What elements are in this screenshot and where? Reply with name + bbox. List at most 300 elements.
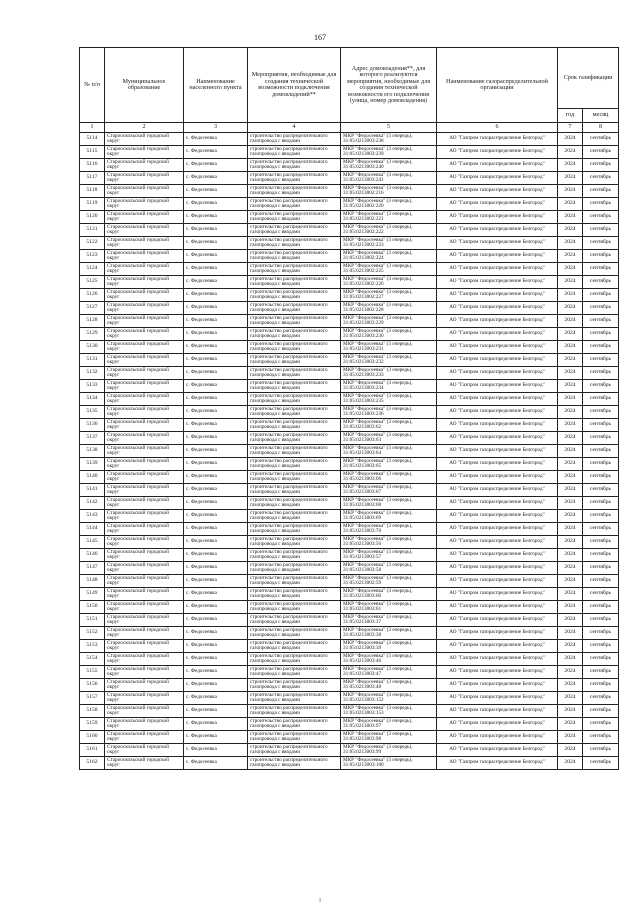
year-cell: 2024 bbox=[558, 718, 583, 731]
address-cell: МКР "Федосеевка" (3 очередь), 31:05:0213003:61 bbox=[341, 601, 437, 614]
settlement-cell: с. Федосеевка bbox=[184, 211, 248, 224]
settlement-cell: с. Федосеевка bbox=[184, 146, 248, 159]
table-row bbox=[80, 757, 619, 770]
table-row bbox=[80, 328, 619, 341]
header-settlement: Наименование населенного пункта bbox=[184, 48, 248, 123]
month-cell: сентябрь bbox=[583, 445, 619, 458]
table-row bbox=[80, 523, 619, 536]
address-cell: МКР "Федосеевка" (3 очередь), 31:05:0213003:66 bbox=[341, 471, 437, 484]
settlement-cell: с. Федосеевка bbox=[184, 484, 248, 497]
measure-cell: строительство распределительного газопровода с вводами bbox=[248, 510, 341, 523]
measure-cell: строительство распределительного газопровода с вводами bbox=[248, 744, 341, 757]
address-cell: МКР "Федосеевка" (3 очередь), 31:05:0213003:235 bbox=[341, 393, 437, 406]
settlement-cell: с. Федосеевка bbox=[184, 471, 248, 484]
measure-cell: строительство распределительного газопровода с вводами bbox=[248, 276, 341, 289]
row-number: 5120 bbox=[80, 211, 105, 224]
table-row bbox=[80, 172, 619, 185]
year-cell: 2024 bbox=[558, 276, 583, 289]
settlement-cell: с. Федосеевка bbox=[184, 640, 248, 653]
address-cell: МКР "Федосеевка" (3 очередь), 31:05:0213003:64 bbox=[341, 445, 437, 458]
year-cell: 2024 bbox=[558, 354, 583, 367]
row-number: 5145 bbox=[80, 536, 105, 549]
municipality-cell: Старооскольский городской округ bbox=[105, 653, 184, 666]
address-cell: МКР "Федосеевка" (3 очередь), 31:05:0213003:229 bbox=[341, 315, 437, 328]
row-number: 5149 bbox=[80, 588, 105, 601]
row-number: 5154 bbox=[80, 653, 105, 666]
organization-cell: АО "Газпром газораспределение Белгород" bbox=[437, 146, 558, 159]
measure-cell: строительство распределительного газопровода с вводами bbox=[248, 666, 341, 679]
organization-cell: АО "Газпром газораспределение Белгород" bbox=[437, 302, 558, 315]
measure-cell: строительство распределительного газопровода с вводами bbox=[248, 445, 341, 458]
month-cell: сентябрь bbox=[583, 510, 619, 523]
address-cell: МКР "Федосеевка" (3 очередь), 31:05:0213003:58 bbox=[341, 562, 437, 575]
organization-cell: АО "Газпром газораспределение Белгород" bbox=[437, 198, 558, 211]
table-row bbox=[80, 393, 619, 406]
year-cell: 2024 bbox=[558, 744, 583, 757]
municipality-cell: Старооскольский городской округ bbox=[105, 445, 184, 458]
settlement-cell: с. Федосеевка bbox=[184, 679, 248, 692]
row-number: 5157 bbox=[80, 692, 105, 705]
table-row bbox=[80, 692, 619, 705]
settlement-cell: с. Федосеевка bbox=[184, 536, 248, 549]
year-cell: 2024 bbox=[558, 731, 583, 744]
address-cell: МКР "Федосеевка" (3 очередь), 31:05:0213003:100 bbox=[341, 757, 437, 770]
organization-cell: АО "Газпром газораспределение Белгород" bbox=[437, 536, 558, 549]
organization-cell: АО "Газпром газораспределение Белгород" bbox=[437, 666, 558, 679]
month-cell: сентябрь bbox=[583, 185, 619, 198]
organization-cell: АО "Газпром газораспределение Белгород" bbox=[437, 159, 558, 172]
organization-cell: АО "Газпром газораспределение Белгород" bbox=[437, 250, 558, 263]
row-number: 5143 bbox=[80, 510, 105, 523]
year-cell: 2024 bbox=[558, 757, 583, 770]
month-cell: сентябрь bbox=[583, 640, 619, 653]
year-cell: 2024 bbox=[558, 653, 583, 666]
municipality-cell: Старооскольский городской округ bbox=[105, 341, 184, 354]
year-cell: 2024 bbox=[558, 588, 583, 601]
row-number: 5117 bbox=[80, 172, 105, 185]
row-number: 5131 bbox=[80, 354, 105, 367]
municipality-cell: Старооскольский городской округ bbox=[105, 601, 184, 614]
table-row bbox=[80, 601, 619, 614]
month-cell: сентябрь bbox=[583, 562, 619, 575]
address-cell: МКР "Федосеевка" (3 очередь), 31:05:0213003:239 bbox=[341, 146, 437, 159]
organization-cell: АО "Газпром газораспределение Белгород" bbox=[437, 640, 558, 653]
month-cell: сентябрь bbox=[583, 705, 619, 718]
municipality-cell: Старооскольский городской округ bbox=[105, 315, 184, 328]
address-cell: МКР "Федосеевка" (3 очередь), 31:05:0213003:238 bbox=[341, 133, 437, 146]
row-number: 5152 bbox=[80, 627, 105, 640]
municipality-cell: Старооскольский городской округ bbox=[105, 627, 184, 640]
settlement-cell: с. Федосеевка bbox=[184, 549, 248, 562]
row-number: 5125 bbox=[80, 276, 105, 289]
table-row bbox=[80, 341, 619, 354]
measure-cell: строительство распределительного газопровода с вводами bbox=[248, 237, 341, 250]
measure-cell: строительство распределительного газопровода с вводами bbox=[248, 549, 341, 562]
table-row bbox=[80, 302, 619, 315]
year-cell: 2024 bbox=[558, 224, 583, 237]
municipality-cell: Старооскольский городской округ bbox=[105, 536, 184, 549]
table-row bbox=[80, 354, 619, 367]
address-cell: МКР "Федосеевка" (3 очередь), 31:05:0213003:46 bbox=[341, 653, 437, 666]
address-cell: МКР "Федосеевка" (3 очередь), 31:05:0213003:62 bbox=[341, 419, 437, 432]
year-cell: 2024 bbox=[558, 237, 583, 250]
settlement-cell: с. Федосеевка bbox=[184, 497, 248, 510]
row-number: 5122 bbox=[80, 237, 105, 250]
measure-cell: строительство распределительного газопровода с вводами bbox=[248, 211, 341, 224]
settlement-cell: с. Федосеевка bbox=[184, 224, 248, 237]
month-cell: сентябрь bbox=[583, 614, 619, 627]
month-cell: сентябрь bbox=[583, 146, 619, 159]
table-row bbox=[80, 549, 619, 562]
month-cell: сентябрь bbox=[583, 419, 619, 432]
year-cell: 2024 bbox=[558, 536, 583, 549]
table-row bbox=[80, 562, 619, 575]
year-cell: 2024 bbox=[558, 133, 583, 146]
column-number: 7 bbox=[558, 123, 583, 133]
table-row bbox=[80, 432, 619, 445]
measure-cell: строительство распределительного газопровода с вводами bbox=[248, 380, 341, 393]
page-number: 167 bbox=[314, 33, 326, 42]
address-cell: МКР "Федосеевка" (3 очередь), 31:05:0213002:227 bbox=[341, 289, 437, 302]
gasification-table bbox=[79, 47, 619, 770]
measure-cell: строительство распределительного газопровода с вводами bbox=[248, 432, 341, 445]
table-row bbox=[80, 627, 619, 640]
address-cell: МКР "Федосеевка" (3 очередь), 31:05:0213003:97 bbox=[341, 718, 437, 731]
address-cell: МКР "Федосеевка" (3 очередь), 31:05:0213003:236 bbox=[341, 406, 437, 419]
address-cell: МКР "Федосеевка" (3 очередь), 31:05:0213003:48 bbox=[341, 679, 437, 692]
address-cell: МКР "Федосеевка" (3 очередь), 31:05:0213002:223 bbox=[341, 237, 437, 250]
organization-cell: АО "Газпром газораспределение Белгород" bbox=[437, 471, 558, 484]
settlement-cell: с. Федосеевка bbox=[184, 341, 248, 354]
address-cell: МКР "Федосеевка" (3 очередь), 31:05:0213003:39 bbox=[341, 640, 437, 653]
column-number: 3 bbox=[184, 123, 248, 133]
month-cell: сентябрь bbox=[583, 718, 619, 731]
settlement-cell: с. Федосеевка bbox=[184, 614, 248, 627]
measure-cell: строительство распределительного газопровода с вводами bbox=[248, 341, 341, 354]
table-row bbox=[80, 666, 619, 679]
organization-cell: АО "Газпром газораспределение Белгород" bbox=[437, 315, 558, 328]
measure-cell: строительство распределительного газопровода с вводами bbox=[248, 718, 341, 731]
measure-cell: строительство распределительного газопровода с вводами bbox=[248, 757, 341, 770]
year-cell: 2024 bbox=[558, 380, 583, 393]
measure-cell: строительство распределительного газопровода с вводами bbox=[248, 471, 341, 484]
settlement-cell: с. Федосеевка bbox=[184, 705, 248, 718]
table-row bbox=[80, 614, 619, 627]
municipality-cell: Старооскольский городской округ bbox=[105, 263, 184, 276]
measure-cell: строительство распределительного газопровода с вводами bbox=[248, 497, 341, 510]
municipality-cell: Старооскольский городской округ bbox=[105, 614, 184, 627]
month-cell: сентябрь bbox=[583, 406, 619, 419]
measure-cell: строительство распределительного газопровода с вводами bbox=[248, 601, 341, 614]
month-cell: сентябрь bbox=[583, 588, 619, 601]
year-cell: 2024 bbox=[558, 198, 583, 211]
year-cell: 2024 bbox=[558, 666, 583, 679]
address-cell: МКР "Федосеевка" (3 очередь), 31:05:0213003:63 bbox=[341, 432, 437, 445]
month-cell: сентябрь bbox=[583, 653, 619, 666]
measure-cell: строительство распределительного газопровода с вводами bbox=[248, 289, 341, 302]
column-number: 5 bbox=[341, 123, 437, 133]
row-number: 5121 bbox=[80, 224, 105, 237]
address-cell: МКР "Федосеевка" (3 очередь), 31:05:0213003:67 bbox=[341, 484, 437, 497]
header-organization: Наименование газораспределительной организации bbox=[437, 48, 558, 123]
address-cell: МКР "Федосеевка" (3 очередь), 31:05:0213003:232 bbox=[341, 354, 437, 367]
settlement-cell: с. Федосеевка bbox=[184, 523, 248, 536]
municipality-cell: Старооскольский городской округ bbox=[105, 172, 184, 185]
row-number: 5126 bbox=[80, 289, 105, 302]
row-number: 5153 bbox=[80, 640, 105, 653]
year-cell: 2024 bbox=[558, 315, 583, 328]
table-row bbox=[80, 380, 619, 393]
settlement-cell: с. Федосеевка bbox=[184, 263, 248, 276]
year-cell: 2024 bbox=[558, 302, 583, 315]
address-cell: МКР "Федосеевка" (3 очередь), 31:05:0213002:220 bbox=[341, 198, 437, 211]
measure-cell: строительство распределительного газопровода с вводами bbox=[248, 185, 341, 198]
table-row bbox=[80, 159, 619, 172]
address-cell: МКР "Федосеевка" (3 очередь), 31:05:0213003:98 bbox=[341, 731, 437, 744]
year-cell: 2024 bbox=[558, 510, 583, 523]
municipality-cell: Старооскольский городской округ bbox=[105, 419, 184, 432]
municipality-cell: Старооскольский городской округ bbox=[105, 302, 184, 315]
table-row bbox=[80, 445, 619, 458]
settlement-cell: с. Федосеевка bbox=[184, 250, 248, 263]
address-cell: МКР "Федосеевка" (3 очередь), 31:05:0213003:153 bbox=[341, 705, 437, 718]
year-cell: 2024 bbox=[558, 523, 583, 536]
measure-cell: строительство распределительного газопровода с вводами bbox=[248, 224, 341, 237]
month-cell: сентябрь bbox=[583, 211, 619, 224]
header-municipality: Муниципальное образование bbox=[105, 48, 184, 123]
row-number: 5155 bbox=[80, 666, 105, 679]
municipality-cell: Старооскольский городской округ bbox=[105, 575, 184, 588]
address-cell: МКР "Федосеевка" (3 очередь), 31:05:0213002:225 bbox=[341, 263, 437, 276]
row-number: 5128 bbox=[80, 315, 105, 328]
address-cell: МКР "Федосеевка" (3 очередь), 31:05:0213003:99 bbox=[341, 744, 437, 757]
year-cell: 2024 bbox=[558, 146, 583, 159]
measure-cell: строительство распределительного газопровода с вводами bbox=[248, 172, 341, 185]
municipality-cell: Старооскольский городской округ bbox=[105, 380, 184, 393]
row-number: 5150 bbox=[80, 601, 105, 614]
header-address: Адрес домовладения**, для которого реализуются мероприятия, необходимые для создания технической возможности его подключения (улица, номер домовладения) bbox=[341, 48, 437, 123]
settlement-cell: с. Федосеевка bbox=[184, 601, 248, 614]
measure-cell: строительство распределительного газопровода с вводами bbox=[248, 328, 341, 341]
column-number: 8 bbox=[583, 123, 619, 133]
measure-cell: строительство распределительного газопровода с вводами bbox=[248, 146, 341, 159]
year-cell: 2024 bbox=[558, 692, 583, 705]
municipality-cell: Старооскольский городской округ bbox=[105, 393, 184, 406]
measure-cell: строительство распределительного газопровода с вводами bbox=[248, 692, 341, 705]
settlement-cell: с. Федосеевка bbox=[184, 692, 248, 705]
organization-cell: АО "Газпром газораспределение Белгород" bbox=[437, 653, 558, 666]
column-number: 1 bbox=[80, 123, 105, 133]
row-number: 5116 bbox=[80, 159, 105, 172]
year-cell: 2024 bbox=[558, 211, 583, 224]
organization-cell: АО "Газпром газораспределение Белгород" bbox=[437, 614, 558, 627]
measure-cell: строительство распределительного газопровода с вводами bbox=[248, 575, 341, 588]
table-row bbox=[80, 497, 619, 510]
table-row bbox=[80, 679, 619, 692]
month-cell: сентябрь bbox=[583, 354, 619, 367]
year-cell: 2024 bbox=[558, 601, 583, 614]
settlement-cell: с. Федосеевка bbox=[184, 393, 248, 406]
month-cell: сентябрь bbox=[583, 627, 619, 640]
row-number: 5156 bbox=[80, 679, 105, 692]
year-cell: 2024 bbox=[558, 419, 583, 432]
settlement-cell: с. Федосеевка bbox=[184, 328, 248, 341]
bottom-mark: 1 bbox=[318, 898, 322, 904]
month-cell: сентябрь bbox=[583, 198, 619, 211]
organization-cell: АО "Газпром газораспределение Белгород" bbox=[437, 328, 558, 341]
address-cell: МКР "Федосеевка" (3 очередь), 31:05:0213003:69 bbox=[341, 510, 437, 523]
measure-cell: строительство распределительного газопровода с вводами bbox=[248, 406, 341, 419]
municipality-cell: Старооскольский городской округ bbox=[105, 640, 184, 653]
address-cell: МКР "Федосеевка" (3 очередь), 31:05:0213003:234 bbox=[341, 380, 437, 393]
month-cell: сентябрь bbox=[583, 575, 619, 588]
measure-cell: строительство распределительного газопровода с вводами bbox=[248, 302, 341, 315]
column-number: 6 bbox=[437, 123, 558, 133]
settlement-cell: с. Федосеевка bbox=[184, 367, 248, 380]
row-number: 5118 bbox=[80, 185, 105, 198]
organization-cell: АО "Газпром газораспределение Белгород" bbox=[437, 679, 558, 692]
table-row bbox=[80, 198, 619, 211]
address-cell: МКР "Федосеевка" (3 очередь), 31:05:0213002:224 bbox=[341, 250, 437, 263]
row-number: 5137 bbox=[80, 432, 105, 445]
organization-cell: АО "Газпром газораспределение Белгород" bbox=[437, 523, 558, 536]
measure-cell: строительство распределительного газопровода с вводами bbox=[248, 393, 341, 406]
month-cell: сентябрь bbox=[583, 757, 619, 770]
table-row bbox=[80, 419, 619, 432]
row-number: 5136 bbox=[80, 419, 105, 432]
year-cell: 2024 bbox=[558, 614, 583, 627]
month-cell: сентябрь bbox=[583, 133, 619, 146]
organization-cell: АО "Газпром газораспределение Белгород" bbox=[437, 133, 558, 146]
year-cell: 2024 bbox=[558, 406, 583, 419]
measure-cell: строительство распределительного газопровода с вводами bbox=[248, 562, 341, 575]
month-cell: сентябрь bbox=[583, 731, 619, 744]
table-row bbox=[80, 653, 619, 666]
header-term: Срок газификации bbox=[558, 48, 619, 109]
row-number: 5159 bbox=[80, 718, 105, 731]
settlement-cell: с. Федосеевка bbox=[184, 185, 248, 198]
municipality-cell: Старооскольский городской округ bbox=[105, 133, 184, 146]
year-cell: 2024 bbox=[558, 679, 583, 692]
settlement-cell: с. Федосеевка bbox=[184, 731, 248, 744]
municipality-cell: Старооскольский городской округ bbox=[105, 484, 184, 497]
column-numbers-row bbox=[80, 123, 619, 133]
municipality-cell: Старооскольский городской округ bbox=[105, 159, 184, 172]
year-cell: 2024 bbox=[558, 549, 583, 562]
measure-cell: строительство распределительного газопровода с вводами bbox=[248, 705, 341, 718]
month-cell: сентябрь bbox=[583, 276, 619, 289]
settlement-cell: с. Федосеевка bbox=[184, 718, 248, 731]
month-cell: сентябрь bbox=[583, 536, 619, 549]
month-cell: сентябрь bbox=[583, 484, 619, 497]
month-cell: сентябрь bbox=[583, 328, 619, 341]
month-cell: сентябрь bbox=[583, 549, 619, 562]
organization-cell: АО "Газпром газораспределение Белгород" bbox=[437, 549, 558, 562]
organization-cell: АО "Газпром газораспределение Белгород" bbox=[437, 367, 558, 380]
municipality-cell: Старооскольский городской округ bbox=[105, 731, 184, 744]
measure-cell: строительство распределительного газопровода с вводами bbox=[248, 588, 341, 601]
municipality-cell: Старооскольский городской округ bbox=[105, 510, 184, 523]
organization-cell: АО "Газпром газораспределение Белгород" bbox=[437, 757, 558, 770]
row-number: 5161 bbox=[80, 744, 105, 757]
row-number: 5142 bbox=[80, 497, 105, 510]
year-cell: 2024 bbox=[558, 159, 583, 172]
year-cell: 2024 bbox=[558, 393, 583, 406]
organization-cell: АО "Газпром газораспределение Белгород" bbox=[437, 211, 558, 224]
address-cell: МКР "Федосеевка" (3 очередь), 31:05:0213003:65 bbox=[341, 458, 437, 471]
organization-cell: АО "Газпром газораспределение Белгород" bbox=[437, 692, 558, 705]
year-cell: 2024 bbox=[558, 484, 583, 497]
address-cell: МКР "Федосеевка" (3 очередь), 31:05:0213002:221 bbox=[341, 211, 437, 224]
settlement-cell: с. Федосеевка bbox=[184, 744, 248, 757]
municipality-cell: Старооскольский городской округ bbox=[105, 588, 184, 601]
month-cell: сентябрь bbox=[583, 302, 619, 315]
organization-cell: АО "Газпром газораспределение Белгород" bbox=[437, 237, 558, 250]
settlement-cell: с. Федосеевка bbox=[184, 419, 248, 432]
organization-cell: АО "Газпром газораспределение Белгород" bbox=[437, 289, 558, 302]
organization-cell: АО "Газпром газораспределение Белгород" bbox=[437, 445, 558, 458]
year-cell: 2024 bbox=[558, 562, 583, 575]
settlement-cell: с. Федосеевка bbox=[184, 627, 248, 640]
row-number: 5160 bbox=[80, 731, 105, 744]
municipality-cell: Старооскольский городской округ bbox=[105, 224, 184, 237]
year-cell: 2024 bbox=[558, 497, 583, 510]
header-measures: Мероприятия, необходимые для создания технической возможности подключения домовладений** bbox=[248, 48, 341, 123]
municipality-cell: Старооскольский городской округ bbox=[105, 367, 184, 380]
measure-cell: строительство распределительного газопровода с вводами bbox=[248, 315, 341, 328]
municipality-cell: Старооскольский городской округ bbox=[105, 497, 184, 510]
municipality-cell: Старооскольский городской округ bbox=[105, 679, 184, 692]
table-row bbox=[80, 484, 619, 497]
municipality-cell: Старооскольский городской округ bbox=[105, 549, 184, 562]
row-number: 5115 bbox=[80, 146, 105, 159]
settlement-cell: с. Федосеевка bbox=[184, 510, 248, 523]
month-cell: сентябрь bbox=[583, 744, 619, 757]
table-row bbox=[80, 588, 619, 601]
organization-cell: АО "Газпром газораспределение Белгород" bbox=[437, 341, 558, 354]
settlement-cell: с. Федосеевка bbox=[184, 575, 248, 588]
municipality-cell: Старооскольский городской округ bbox=[105, 289, 184, 302]
year-cell: 2024 bbox=[558, 458, 583, 471]
municipality-cell: Старооскольский городской округ bbox=[105, 562, 184, 575]
organization-cell: АО "Газпром газораспределение Белгород" bbox=[437, 731, 558, 744]
row-number: 5146 bbox=[80, 549, 105, 562]
municipality-cell: Старооскольский городской округ bbox=[105, 198, 184, 211]
address-cell: МКР "Федосеевка" (3 очередь), 31:05:0213003:230 bbox=[341, 328, 437, 341]
month-cell: сентябрь bbox=[583, 679, 619, 692]
row-number: 5114 bbox=[80, 133, 105, 146]
month-cell: сентябрь bbox=[583, 224, 619, 237]
address-cell: МКР "Федосеевка" (3 очередь), 31:05:0213003:241 bbox=[341, 172, 437, 185]
table-row bbox=[80, 731, 619, 744]
table-row bbox=[80, 458, 619, 471]
row-number: 5144 bbox=[80, 523, 105, 536]
address-cell: МКР "Федосеевка" (3 очередь), 31:05:0213003:56 bbox=[341, 536, 437, 549]
municipality-cell: Старооскольский городской округ bbox=[105, 458, 184, 471]
settlement-cell: с. Федосеевка bbox=[184, 380, 248, 393]
municipality-cell: Старооскольский городской округ bbox=[105, 276, 184, 289]
table-header bbox=[80, 48, 619, 133]
settlement-cell: с. Федосеевка bbox=[184, 172, 248, 185]
month-cell: сентябрь bbox=[583, 367, 619, 380]
row-number: 5119 bbox=[80, 198, 105, 211]
month-cell: сентябрь bbox=[583, 393, 619, 406]
address-cell: МКР "Федосеевка" (3 очередь), 31:05:0213003:60 bbox=[341, 588, 437, 601]
municipality-cell: Старооскольский городской округ bbox=[105, 354, 184, 367]
table-row bbox=[80, 315, 619, 328]
organization-cell: АО "Газпром газораспределение Белгород" bbox=[437, 588, 558, 601]
measure-cell: строительство распределительного газопровода с вводами bbox=[248, 640, 341, 653]
